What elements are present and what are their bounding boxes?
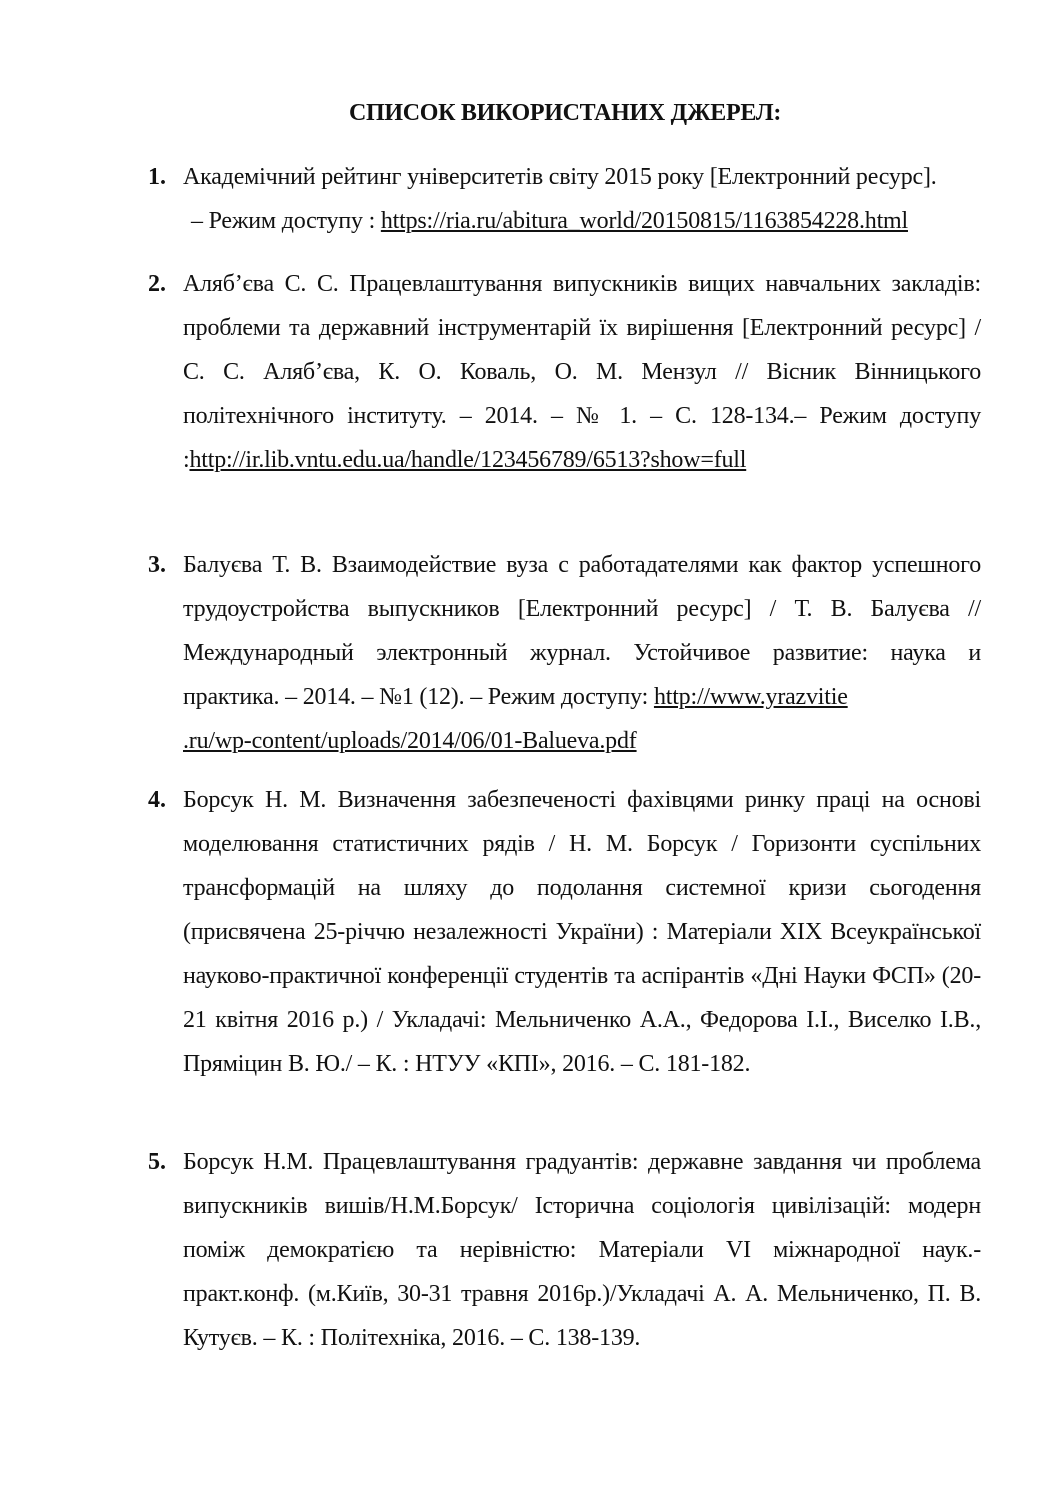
entry-number: 4.: [148, 787, 166, 813]
entry-number: 1.: [148, 164, 166, 190]
reference-link[interactable]: http://ir.lib.vntu.edu.ua/handle/123456789/6513?show=full: [189, 447, 747, 473]
reference-link-part1[interactable]: http://www.yrazvitie: [653, 684, 848, 710]
entry-access-line: [183, 199, 993, 243]
entry-number: 5.: [148, 1149, 166, 1175]
entry-text: Борсук Н. М. Визначення забезпеченості фахівцями ринку праці на основі моделювання статистичних рядів / Н. М. Борсук / Горизонти суспільних трансформацій на шляху до подолання системної кризи сьогодення (присвячена 25-річчю незалежності України) : Матеріали XIX Всеукраїнської науково-практичної конференції студентів та аспірантів «Дні Науки ФСП» (20-21 квітня 2016 р.) / Укладачі: Мельниченко А.А., Федорова І.І., Виселко І.В., Пряміцин В. Ю./ – К. : НТУУ «КПІ», 2016. – С. 181-182.: [183, 787, 981, 1077]
link-prefix: :: [183, 447, 190, 473]
reference-link-part2[interactable]: .ru/wp-content/uploads/2014/06/01-Balueva.pdf: [183, 728, 637, 754]
entry-number: 2.: [148, 271, 166, 297]
entry-text: Аляб’єва С. С. Працевлаштування випускників вищих навчальних закладів: проблеми та державний інструментарій їх вирішення [Електронний ресурс] / С. С. Аляб’єва, К. О. Коваль, О. М. Мензул // Вісник Вінницького політехнічного інституту. – 2014. – № 1. – С. 128-134.– Режим доступу: [183, 271, 981, 429]
reference-entry-1: [183, 155, 993, 243]
entry-text: Балуєва Т. В. Взаимодействие вуза с работадателями как фактор успешного трудоустройства выпускников [Електронний ресурс] / Т. В. Балуєва // Международный электронный журнал. Устойчивое развитие: наука и практика. – 2014. – №1 (12). – Режим доступу:: [183, 552, 981, 710]
entry-text: Академічний рейтинг університетів світу 2015 року [Електронний ресурс].: [183, 164, 937, 190]
page-title: СПИСОК ВИКОРИСТАНИХ ДЖЕРЕЛ:: [348, 100, 782, 126]
reference-entry-4: [183, 778, 981, 1086]
entry-link-line: [183, 438, 981, 482]
reference-link[interactable]: https://ria.ru/abitura_world/20150815/1163854228.html: [380, 208, 908, 234]
entry-text: Борсук Н.М. Працевлаштування градуантів: державне завдання чи проблема випускників вишів/Н.М.Борсук/ Історична соціологія цивілізацій: модерн поміж демократією та нерівністю: Матеріали VI міжнародної наук.-практ.конф. (м.Київ, 30-31 травня 2016р.)/Укладачі А. А. Мельниченко, П. В. Кутуєв. – К. : Політехніка, 2016. – С. 138-139.: [183, 1149, 981, 1351]
access-label: – Режим доступу :: [191, 208, 381, 234]
reference-entry-5: [183, 1140, 981, 1360]
entry-number: 3.: [148, 552, 166, 578]
reference-entry-2: [183, 262, 981, 482]
reference-entry-3: [183, 543, 981, 763]
